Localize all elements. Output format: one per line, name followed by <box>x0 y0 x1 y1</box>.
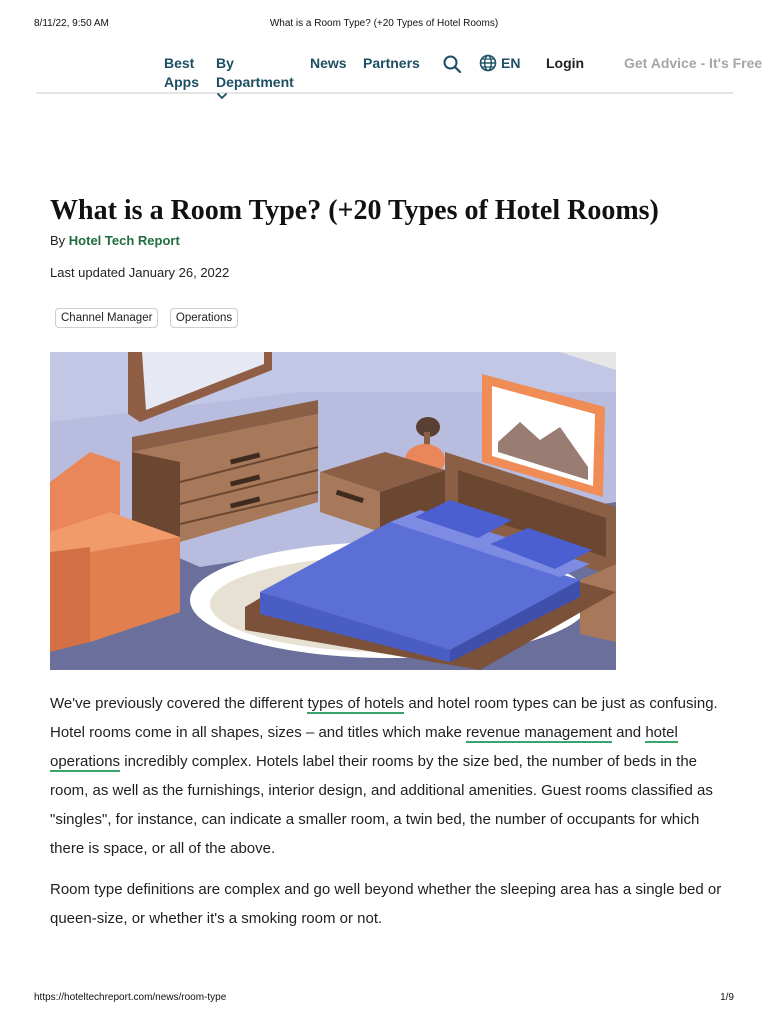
nav-by-department[interactable]: By Department <box>216 55 294 90</box>
last-updated: Last updated January 26, 2022 <box>50 265 230 280</box>
login-link[interactable]: Login <box>546 55 585 71</box>
globe-icon <box>479 54 497 72</box>
print-page-number: 1/9 <box>720 992 734 1003</box>
tag-channel-manager[interactable]: Channel Manager <box>55 308 158 328</box>
search-icon[interactable] <box>442 54 462 74</box>
chevron-down-icon[interactable] <box>216 92 228 100</box>
tag-operations[interactable]: Operations <box>170 308 238 328</box>
language-label: EN <box>501 55 521 71</box>
p1-text-4: incredibly complex. Hotels label their rooms by the size bed, the number of beds in the room, as well as the furnishings, interior design, and additional amenities. Guest rooms classified as "singles", for instance, can indicate a smaller room, a twin bed, the number of occupants for which there is space, or all of the above. <box>50 753 713 857</box>
top-navigation <box>36 54 763 94</box>
print-url: https://hoteltechreport.com/news/room-type <box>34 992 227 1003</box>
nav-news[interactable]: News <box>310 55 347 71</box>
author-link[interactable]: Hotel Tech Report <box>68 233 180 248</box>
p1-text-3: and <box>611 724 646 741</box>
article-title: What is a Room Type? (+20 Types of Hotel Rooms) <box>50 195 659 226</box>
p1-text-1: We've previously covered the different <box>50 695 308 712</box>
byline-label: By <box>50 233 66 248</box>
link-hotel-operations[interactable]: hotel operations <box>50 724 678 770</box>
p1-text-2: and hotel room types can be just as confusing. Hotel rooms come in all shapes, sizes – and titles which make <box>50 695 718 741</box>
tag-list <box>55 308 245 328</box>
link-types-of-hotels[interactable]: types of hotels <box>307 695 405 712</box>
paragraph-1 <box>50 689 730 863</box>
link-revenue-management[interactable]: revenue management <box>466 724 612 741</box>
byline <box>50 233 180 248</box>
get-advice-button[interactable]: Get Advice - It's Free <box>624 55 763 71</box>
print-doc-title: What is a Room Type? (+20 Types of Hotel Rooms) <box>269 18 499 29</box>
nav-best-apps[interactable]: Best Apps <box>164 55 199 90</box>
print-date: 8/11/22, 9:50 AM <box>34 18 109 29</box>
hero-bedroom-illustration <box>50 352 616 670</box>
paragraph-2: Room type definitions are complex and go well beyond whether the sleeping area has a single bed or queen-size, or whether it's a smoking room or not. <box>50 881 722 927</box>
nav-partners[interactable]: Partners <box>363 55 420 71</box>
